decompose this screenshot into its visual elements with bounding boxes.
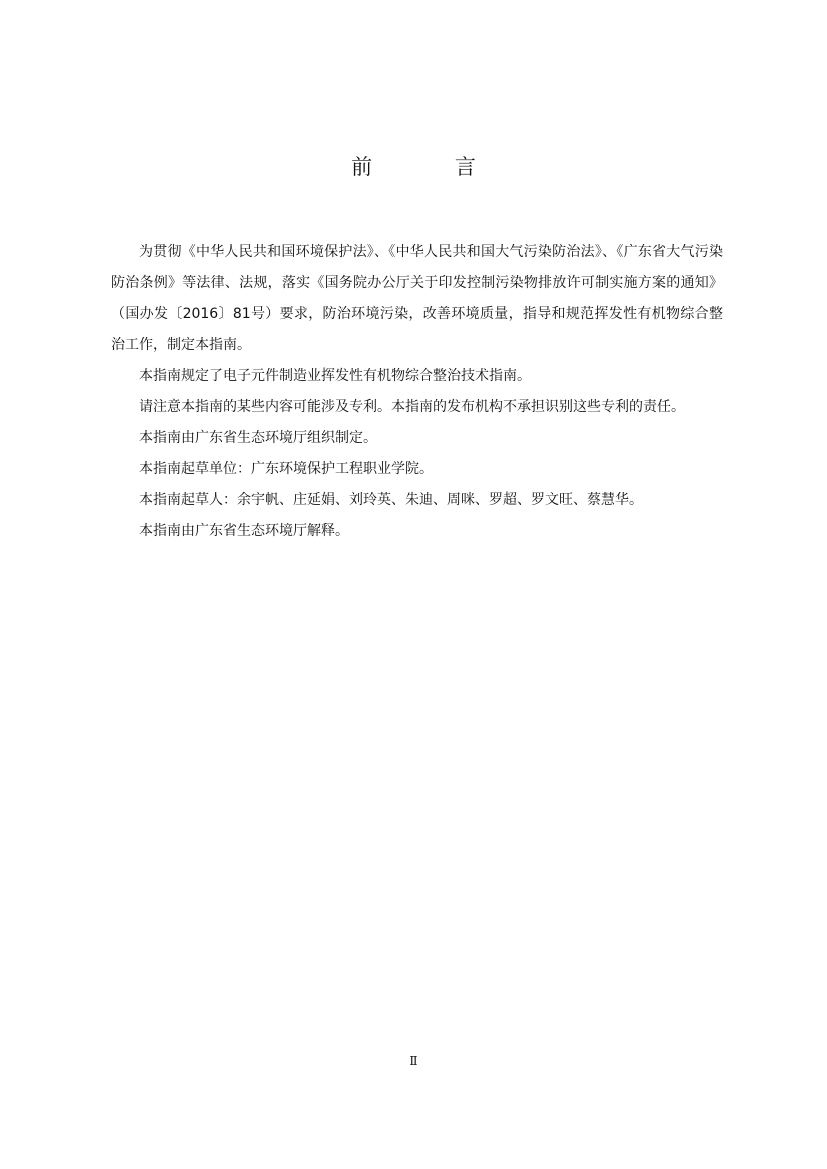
- preface-body: [111, 237, 723, 547]
- paragraph-scope: 本指南规定了电子元件制造业挥发性有机物综合整治技术指南。: [139, 368, 531, 384]
- page-number: Ⅱ: [409, 1054, 418, 1068]
- paragraph-purpose: 为贯彻《中华人民共和国环境保护法》、《中华人民共和国大气污染防治法》、《广东省大气污染防治条例》等法律、法规，落实《国务院办公厅关于印发控制污染物排放许可制实施方案的通知》（国办发〔2016〕81号）要求，防治环境污染，改善环境质量，指导和规范挥发性有机物综合整治工作，制定本指南。: [111, 244, 723, 353]
- paragraph-drafting-unit: 本指南起草单位：广东环境保护工程职业学院。: [139, 461, 433, 477]
- paragraph-organizer: 本指南由广东省生态环境厅组织制定。: [139, 430, 377, 446]
- paragraph-drafters: 本指南起草人：余宇帆、庄延娟、刘玲英、朱迪、周咪、罗超、罗文旺、蔡慧华。: [139, 492, 643, 508]
- paragraph-patent-notice: 请注意本指南的某些内容可能涉及专利。本指南的发布机构不承担识别这些专利的责任。: [139, 399, 685, 415]
- page-title: 前 言: [351, 155, 514, 179]
- paragraph-interpretation: 本指南由广东省生态环境厅解释。: [139, 523, 349, 539]
